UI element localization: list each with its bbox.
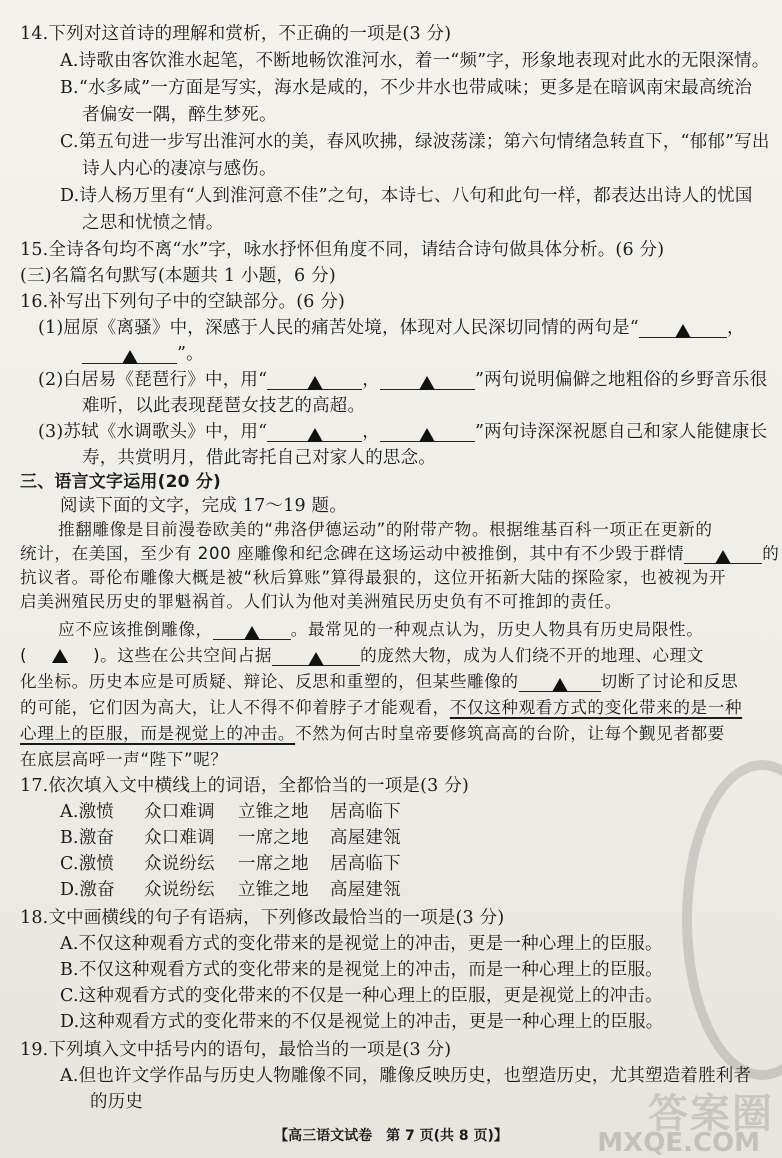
triangle-icon [308,652,324,666]
q14-option-a: A.诗歌由客饮淮水起笔，不断地畅饮淮河水，着一“频”字，形象地表现对此水的无限深情。 [60,51,770,71]
q17-option-b: B.激奋 众口难调 一席之地 高屋建瓴 [60,828,401,848]
triangle-icon [307,428,323,442]
passage-blank-4[interactable] [519,673,601,692]
watermark-url: MXQE.COM [597,1128,760,1158]
q14-option-c: C.第五句进一步写出淮河水的美，春风吹拂，绿波荡漾；第六句情绪急转直下，“郁郁”写出 [60,132,770,152]
q16-blank-2[interactable] [82,345,177,364]
q18-option-d: D.这种观看方式的变化带来的不仅是视觉上的冲击，更是一种心理上的臣服。 [60,1012,664,1032]
passage-line-5: 应不应该推倒雕像， 。最常见的一种观点认为，历史人物具有历史局限性。 [58,620,704,639]
triangle-icon [552,678,568,692]
q16-item-3-cont: 寿，共赏明月，借此寄托自己对家人的思念。 [82,448,436,468]
q15-stem: 15.全诗各句均不离“水”字，咏水抒怀但角度不同，请结合诗句做具体分析。(6 分) [20,240,665,260]
q16-blank-1[interactable] [639,319,727,338]
q14-option-d: D.诗人杨万里有“人到淮河意不佳”之句，本诗七、八句和此句一样，都表达出诗人的忧国 [60,186,753,206]
passage-line-8: 的可能，它们因为高大，让人不得不仰着脖子才能观看，不仅这种观看方式的变化带来的是一种 [20,698,743,717]
watermark-arc [682,760,782,1080]
q17-option-c: C.激愤 众说纷纭 一席之地 居高临下 [60,854,401,874]
q16-item-3: (3)苏轼《水调歌头》中，用“ ， ”两句诗深深祝愿自己和家人能健康长 [38,422,768,442]
q18-option-c: C.这种观看方式的变化带来的不仅是一种心理上的臣服，更是视觉上的冲击。 [60,986,663,1006]
passage-line-7: 化坐标。历史本应是可质疑、辩论、反思和重塑的，但某些雕像的 切断了讨论和反思 [20,672,739,691]
q18-stem: 18.文中画横线的句子有语病，下列修改最恰当的一项是(3 分) [20,908,505,928]
q18-option-b: B.不仅这种观看方式的变化带来的是视觉上的冲击，而是一种心理上的臣服。 [60,960,663,980]
q18-option-a: A.不仅这种观看方式的变化带来的是视觉上的冲击，更是一种心理上的臣服。 [60,934,663,954]
q16-item-1: (1)屈原《离骚》中，深感于人民的痛苦处境，体现对人民深切同情的两句是“ ， [38,318,745,338]
triangle-icon [419,428,435,442]
triangle-icon [122,350,138,364]
q17-option-a: A.激愤 众口难调 立锥之地 居高临下 [60,802,401,822]
passage-line-2: 统计，在美国，至少有 200 座雕像和纪念碑在这场运动中被推倒，其中有不少毁于群情 的 [20,544,780,563]
page-footer: 【高三语文试卷 第 7 页(共 8 页)】 [274,1128,508,1144]
q16-item-1-cont: ”。 [82,342,204,366]
q14-stem: 14.下列对这首诗的理解和赏析，不正确的一项是(3 分) [20,24,452,44]
passage-line-10: 在底层高呼一声“陛下”呢？ [20,750,228,769]
triangle-icon [419,376,435,390]
q16-blank-6[interactable] [380,423,475,442]
triangle-icon [244,626,260,640]
triangle-icon [52,649,68,663]
triangle-icon [715,550,731,564]
underlined-sentence: 不仅这种观看方式的变化带来的是一种 [449,698,743,717]
q14-option-b: B.“水多咸”一方面是写实，海水是咸的，不少井水也带咸味；更多是在暗讽南宋最高统治 [60,78,753,98]
q16-blank-3[interactable] [267,371,362,390]
q19-option-a-cont: 的历史 [90,1092,144,1112]
q16-blank-5[interactable] [267,423,362,442]
passage-line-1: 推翻雕像是目前漫卷欧美的“弗洛伊德运动”的附带产物。根据维基百科一项正在更新的 [58,520,713,539]
triangle-icon [675,324,691,338]
q17-option-d: D.激奋 众说纷纭 立锥之地 高屋建瓴 [60,880,401,900]
passage-blank-3[interactable] [272,647,360,666]
underlined-sentence-cont: 心理上的臣服，而是视觉上的冲击。 [20,724,296,743]
q19-stem: 19.下列填入文中括号内的语句，最恰当的一项是(3 分) [20,1040,452,1060]
passage-bracket-blank[interactable] [27,644,93,668]
q17-stem: 17.依次填入文中横线上的词语，全都恰当的一项是(3 分) [20,776,469,796]
q14-option-d-cont: 之思和忧愤之情。 [82,213,224,233]
q16-item-2: (2)白居易《琵琶行》中，用“ ， ”两句说明偏僻之地粗俗的乡野音乐很 [38,370,768,390]
passage-line-4: 启美洲殖民历史的罪魁祸首。人们认为他对美洲殖民历史负有不可推卸的责任。 [20,592,622,611]
q14-option-c-cont: 诗人内心的凄凉与感伤。 [82,159,277,179]
passage-blank-1[interactable] [684,545,762,564]
q16-item-2-cont: 难听，以此表现琵琶女技艺的高超。 [82,396,366,416]
watermark-logo: 答案圈 [648,1091,774,1137]
q16-stem: 16.补写出下列句子中的空缺部分。(6 分) [20,292,346,312]
passage-line-6: ( )。这些在公共空间占据 的庞然大物，成为人们绕不开的地理、心理文 [20,644,704,668]
q14-option-b-cont: 者偏安一隅，醉生梦死。 [82,105,277,125]
part-3-title: 三、语言文字运用(20 分) [20,472,221,492]
q16-blank-4[interactable] [380,371,475,390]
section-3-title: (三)名篇名句默写(本题共 1 小题，6 分) [20,266,336,286]
part-3-intro: 阅读下面的文字，完成 17～19 题。 [60,496,347,516]
passage-line-9: 心理上的臣服，而是视觉上的冲击。不然为何古时皇帝要修筑高高的台阶，让每个觐见者都要 [20,724,725,743]
triangle-icon [307,376,323,390]
passage-blank-2[interactable] [213,621,291,640]
passage-line-3: 抗议者。哥伦布雕像大概是被“秋后算账”算得最狠的，这位开拓新大陆的探险家，也被视为开 [20,568,727,587]
q19-option-a: A.但也许文学作品与历史人物雕像不同，雕像反映历史，也塑造历史，尤其塑造着胜利者 [60,1066,752,1086]
